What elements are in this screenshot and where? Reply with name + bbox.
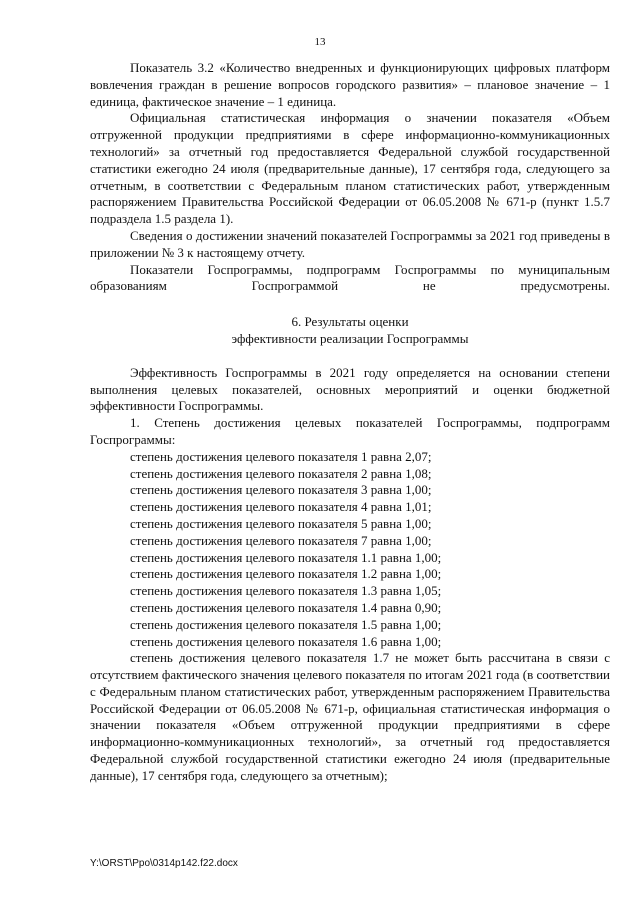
paragraph-statistics-info: Официальная статистическая информация о значении показателя «Объем отгруженной продукции предприятиями в сфере информационно-коммуникационных технологий» за отчетный год предоставляется Федеральной службой государственной статистики ежегодно 24 июля (предварительные данные), 17 сентября года, следующего за отчетным, в соответствии с Федеральным планом статистических работ, утвержденным распоряжением Правительства Российской Федерации от 06.05.2008 № 671-р (пункт 1.5.7 подраздела 1.5 раздела 1). bbox=[90, 110, 610, 227]
list-item: степень достижения целевого показателя 1.2 равна 1,00; bbox=[130, 566, 442, 582]
indicator-list bbox=[90, 449, 610, 651]
list-item: степень достижения целевого показателя 1.6 равна 1,00; bbox=[130, 633, 442, 649]
list-item: степень достижения целевого показателя 1.4 равна 0,90; bbox=[130, 599, 442, 615]
paragraph-indicator-1-7: степень достижения целевого показателя 1.7 не может быть рассчитана в связи с отсутствием фактического значения целевого показателя по итогам 2021 года (в соответствии с Федеральным планом статистических работ, утвержденным распоряжением Правительства Российской Федерации от 06.05.2008 № 671-р, официальная статистическая информация о значении показателя «Объем отгруженной продукции предприятиями в сфере информационно-коммуникационных технологий», за отчетный год предоставляется Федеральной службой государственной статистики ежегодно 24 июля (предварительные данные), 17 сентября года, следующего за отчетным); bbox=[90, 650, 610, 783]
page-number: 13 bbox=[314, 36, 326, 48]
list-item: степень достижения целевого показателя 1.1 равна 1,00; bbox=[130, 549, 442, 565]
footer-file-path: Y:\ORST\Ppo\0314p142.f22.docx bbox=[90, 858, 238, 869]
list-item: степень достижения целевого показателя 2 равна 1,08; bbox=[130, 465, 432, 481]
list-item: степень достижения целевого показателя 3 равна 1,00; bbox=[130, 482, 432, 498]
list-item: степень достижения целевого показателя 5 равна 1,00; bbox=[130, 515, 432, 531]
list-item: степень достижения целевого показателя 7 равна 1,00; bbox=[130, 532, 432, 548]
paragraph-appendix-reference: Сведения о достижении значений показателей Госпрограммы за 2021 год приведены в приложении № 3 к настоящему отчету. bbox=[90, 227, 610, 260]
paragraph-indicator-3-2: Показатель 3.2 «Количество внедренных и функционирующих цифровых платформ вовлечения граждан в решение вопросов городского развития» – плановое значение – 1 единица, фактическое значение – 1 единица. bbox=[90, 60, 610, 109]
section-heading-line-1: 6. Результаты оценки bbox=[291, 314, 409, 330]
list-item: степень достижения целевого показателя 1.5 равна 1,00; bbox=[130, 616, 442, 632]
list-item: степень достижения целевого показателя 1 равна 2,07; bbox=[130, 448, 432, 464]
section-heading-line-2: эффективности реализации Госпрограммы bbox=[231, 330, 469, 346]
list-item: степень достижения целевого показателя 4 равна 1,01; bbox=[130, 499, 432, 515]
paragraph-efficiency-intro: Эффективность Госпрограммы в 2021 году определяется на основании степени выполнения целевых показателей, основных мероприятий и оценки бюджетной эффективности Госпрограммы. bbox=[90, 364, 610, 414]
paragraph-achievement-degree: 1. Степень достижения целевых показателей Госпрограммы, подпрограмм Госпрограммы: bbox=[90, 415, 610, 447]
paragraph-municipal-note: Показатели Госпрограммы, подпрограмм Госпрограммы по муниципальным образованиям Госпрограммой не предусмотрены. bbox=[90, 261, 610, 294]
document-body bbox=[90, 60, 610, 785]
list-item: степень достижения целевого показателя 1.3 равна 1,05; bbox=[130, 583, 442, 599]
